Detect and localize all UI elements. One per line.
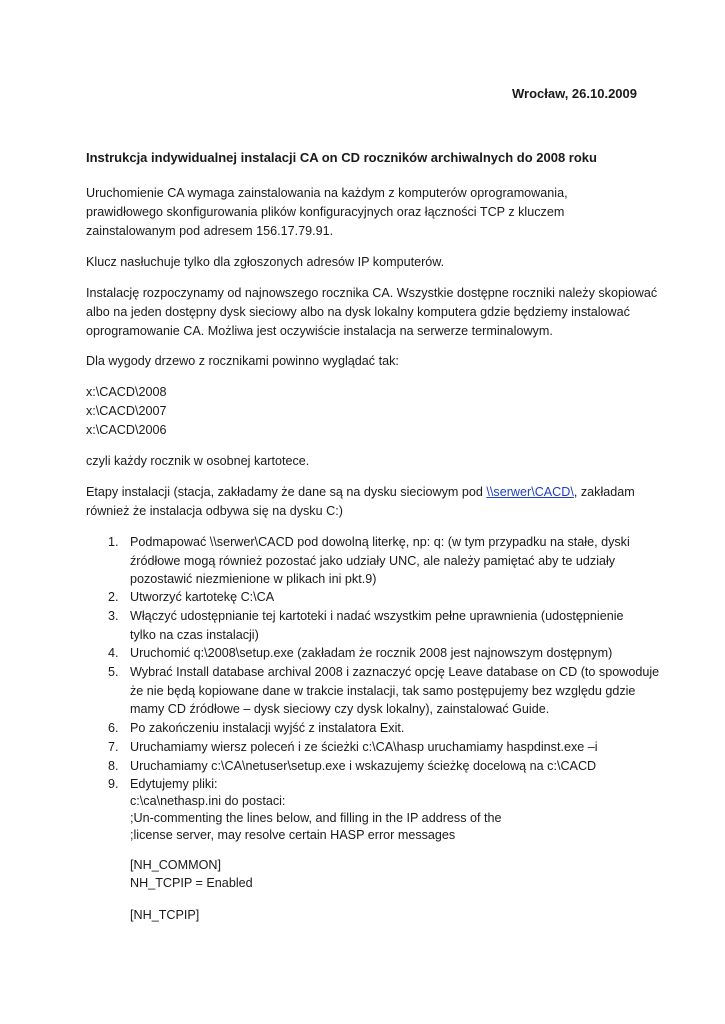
step-line: Podmapować \\serwer\CACD pod dowolną literkę, np: q: (w tym przypadku na stałe, dyski (130, 535, 630, 549)
step-line: Wybrać Install database archival 2008 i zaznaczyć opcję Leave database on CD (to spowoduje (130, 665, 660, 679)
step-line: Włączyć udostępnianie tej kartoteki i nadać wszystkim pełne uprawnienia (udostępnienie (130, 609, 624, 623)
step-line: mamy CD źródłowe – dysk sieciowy czy dysk lokalny), zainstalować Guide. (130, 702, 550, 716)
paragraph-text: Etapy instalacji (stacja, zakładamy że dane są na dysku sieciowym pod (86, 485, 487, 499)
step-line: Uruchamiamy wiersz poleceń i ze ścieżki c:\CA\hasp uruchamiamy haspdinst.exe –i (130, 740, 598, 754)
path-line: x:\CACD\2006 (86, 423, 167, 437)
paragraph-line: albo na jeden dostępny dysk sieciowy albo na dysk lokalny komputera gdzie będziemy instalować (86, 305, 630, 319)
step-line: ;Un-commenting the lines below, and filling in the IP address of the (130, 811, 502, 825)
step-line: pozostawić niezmienione w plikach ini pkt.9) (130, 572, 377, 586)
document-title: Instrukcja indywidualnej instalacji CA on CD roczników archiwalnych do 2008 roku (86, 150, 597, 165)
paragraph-line: również że instalacja odbywa się na dysku C:) (86, 504, 343, 518)
step-line: Uruchamiamy c:\CA\netuser\setup.exe i wskazujemy ścieżkę docelową na c:\CACD (130, 759, 597, 773)
paragraph-line: prawidłowego skonfigurowania plików konfiguracyjnych oraz łączności TCP z kluczem (86, 205, 565, 219)
step-number: 4. (108, 646, 119, 660)
step-line: Po zakończeniu instalacji wyjść z instalatora Exit. (130, 721, 405, 735)
config-line: [NH_TCPIP] (130, 908, 200, 922)
paragraph-line: Dla wygody drzewo z rocznikami powinno wyglądać tak: (86, 354, 399, 368)
paragraph-line: Klucz nasłuchuje tylko dla zgłoszonych adresów IP komputerów. (86, 255, 445, 269)
step-line: Utworzyć kartotekę C:\CA (130, 590, 275, 604)
config-line: NH_TCPIP = Enabled (130, 876, 253, 890)
network-share-link[interactable]: \\serwer\CACD\ (486, 485, 574, 499)
paragraph-line (86, 483, 635, 502)
step-number: 3. (108, 609, 119, 623)
step-line: Edytujemy pliki: (130, 777, 218, 791)
paragraph-line: oprogramowanie CA. Możliwa jest oczywiście instalacja na serwerze terminalowym. (86, 324, 553, 338)
step-number: 7. (108, 740, 119, 754)
paragraph-line: zainstalowanym pod adresem 156.17.79.91. (86, 224, 334, 238)
step-line: ;license server, may resolve certain HASP error messages (130, 828, 456, 842)
paragraph-line: Instalację rozpoczynamy od najnowszego rocznika CA. Wszystkie dostępne roczniki należy skopiować (86, 286, 658, 300)
step-line: że nie będą kopiowane dane w trakcie instalacji, tak samo postępujemy bez względu gdzie (130, 683, 636, 698)
document-date: Wrocław, 26.10.2009 (511, 86, 637, 101)
step-number: 9. (108, 777, 119, 791)
step-number: 8. (108, 759, 119, 773)
step-number: 2. (108, 590, 119, 604)
step-number: 1. (108, 535, 119, 549)
path-line: x:\CACD\2007 (86, 404, 167, 418)
paragraph-text: , zakładam (573, 485, 635, 499)
step-number: 6. (108, 721, 119, 735)
path-line: x:\CACD\2008 (86, 385, 167, 399)
paragraph-line: czyli każdy rocznik w osobnej kartotece. (86, 454, 310, 468)
paragraph-line: Uruchomienie CA wymaga zainstalowania na każdym z komputerów oprogramowania, (86, 186, 568, 200)
step-line: tylko na czas instalacji) (130, 627, 259, 642)
config-line: [NH_COMMON] (130, 858, 221, 872)
step-line: Uruchomić q:\2008\setup.exe (zakładam że rocznik 2008 jest najnowszym dostępnym) (130, 646, 613, 660)
step-number: 5. (108, 665, 119, 679)
step-line: c:\ca\nethasp.ini do postaci: (130, 794, 286, 808)
step-line: źródłowe mogą również pozostać jako udziały UNC, ale należy pamiętać aby te udziały (130, 553, 616, 568)
